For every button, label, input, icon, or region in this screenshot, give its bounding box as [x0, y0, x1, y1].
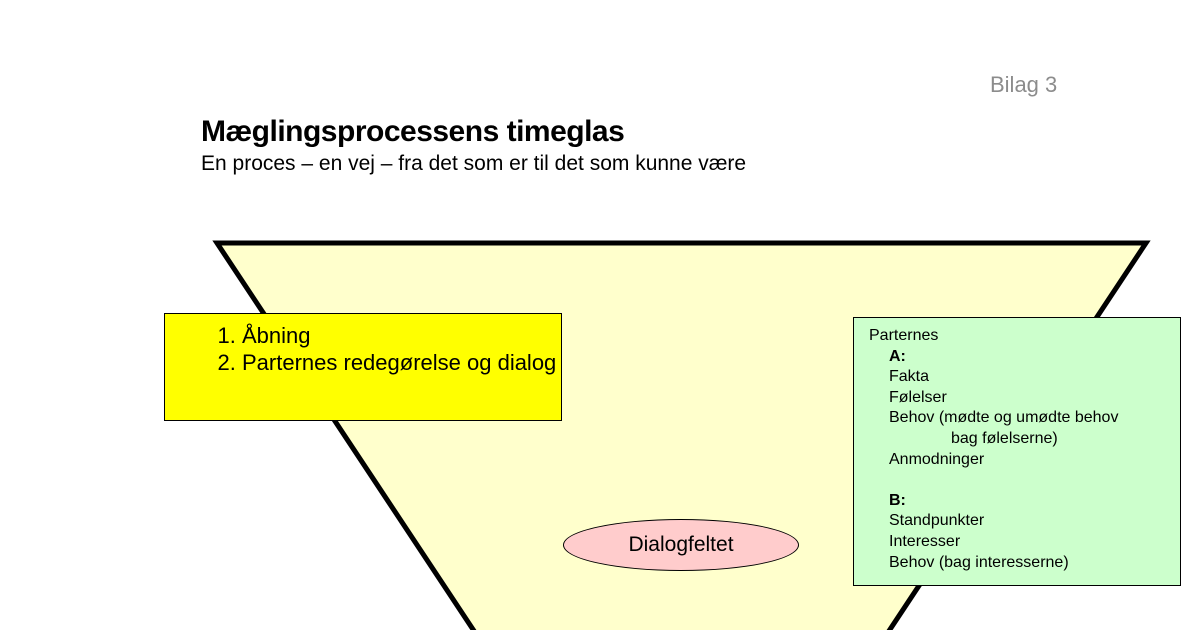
appendix-label: Bilag 3	[990, 72, 1058, 97]
group-a-item-needs: Behov (mødte og umødte behov	[889, 409, 1119, 427]
group-b-item-interests: Interesser	[889, 532, 961, 550]
dialog-field-label: Dialogfeltet	[628, 533, 734, 556]
group-spacer	[869, 470, 1180, 491]
stage-item-opening: 1. Åbning	[242, 322, 561, 349]
group-b-label: B:	[889, 491, 906, 509]
stage-item-parties-account: 2. Parternes redegørelse og dialog	[242, 349, 561, 376]
group-a-item-feelings: Følelser	[889, 388, 947, 406]
parties-heading: Parternes	[869, 327, 939, 344]
group-a-item-requests: Anmodninger	[889, 450, 985, 468]
group-a-label: A:	[889, 347, 906, 365]
group-b-item-needs: Behov (bag interesserne)	[889, 553, 1069, 571]
parties-box	[853, 317, 1181, 586]
group-b-item-positions: Standpunkter	[889, 512, 985, 530]
stages-box	[164, 313, 562, 421]
group-a-item-needs-continued: bag følelserne)	[951, 429, 1058, 447]
page-subtitle: En proces – en vej – fra det som er til det som kunne være	[201, 152, 747, 175]
stages-list	[165, 322, 561, 376]
group-a-item-facts: Fakta	[889, 368, 930, 386]
page-title: Mæglingsprocessens timeglas	[201, 115, 625, 148]
dialog-field-ellipse	[563, 519, 799, 571]
